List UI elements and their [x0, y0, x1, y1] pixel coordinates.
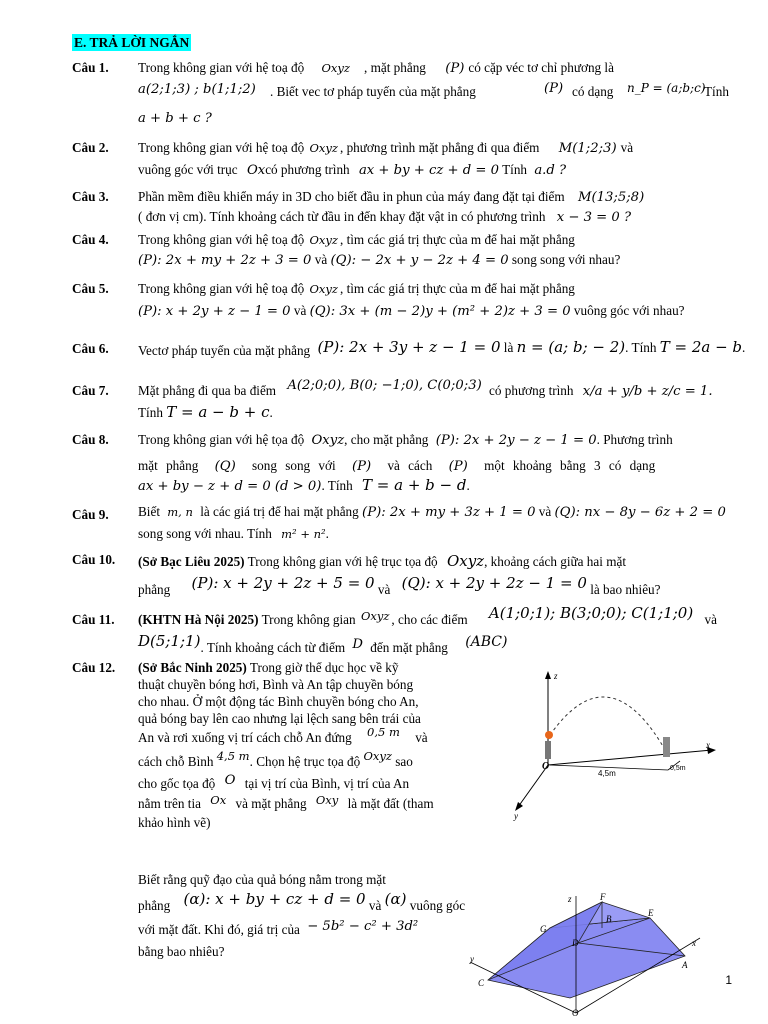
- page-number: 1: [725, 973, 732, 987]
- text: với mặt đất. Khi đó, giá trị của: [138, 922, 300, 937]
- math: (Q): x + 2y + 2z − 1 = 0: [401, 574, 587, 592]
- trajectory: [550, 697, 668, 755]
- text: phẳng: [138, 582, 171, 597]
- text: sao: [395, 754, 413, 769]
- text: Tính: [502, 162, 528, 177]
- person-binh: [545, 741, 551, 759]
- math: Oxy: [315, 793, 339, 807]
- text: Trong không gian với hệ tọa độ: [138, 432, 305, 447]
- person-an: [663, 737, 670, 757]
- origin-label: O: [542, 761, 550, 772]
- question-9: [72, 502, 732, 546]
- text: . Tính khoảng cách từ điểm: [200, 640, 346, 655]
- text: phẳng: [138, 898, 171, 913]
- point-label: G: [540, 924, 547, 934]
- question-1: [72, 60, 732, 130]
- text: vuông góc với trục: [138, 162, 238, 177]
- text: Tính: [704, 84, 729, 99]
- text: .: [269, 405, 273, 420]
- text: và: [377, 582, 391, 597]
- math: Oxyz: [321, 61, 350, 75]
- text: Phần mềm điều khiển máy in 3D cho biết đầu in phun của máy đang đặt tại điểm: [138, 189, 565, 204]
- text: . Biết vec tơ pháp tuyến của mặt phẳng: [270, 84, 476, 99]
- text: và: [538, 504, 552, 519]
- math: (P): 2x + 3y + z − 1 = 0: [317, 338, 501, 356]
- question-label: Câu 1.: [72, 60, 109, 75]
- text: song song với: [252, 458, 336, 473]
- math: M(13;5;8): [577, 190, 645, 205]
- math: (P): 2x + 2y − z − 1 = 0: [435, 433, 597, 448]
- point-label: F: [600, 892, 606, 902]
- question-5: [72, 281, 732, 327]
- text: và: [620, 140, 634, 155]
- math: Ox: [246, 163, 266, 178]
- z-label: z: [568, 894, 572, 904]
- math: n = (a; b; − 2): [516, 338, 626, 356]
- math: Oxyz: [309, 233, 338, 247]
- math: (α): x + by + cz + d = 0: [183, 890, 366, 908]
- text: . Tính: [625, 340, 657, 355]
- text: đến mặt phẳng: [370, 640, 448, 655]
- math: (P): x + 2y + 2z + 5 = 0: [191, 574, 375, 592]
- figure-frustum: [460, 888, 715, 1018]
- x-label: x: [706, 740, 710, 750]
- text: và cách: [387, 458, 433, 473]
- math: O: [224, 773, 236, 788]
- text: quả bóng bay lên cao nhưng lại lệch sang bên trái của: [138, 711, 421, 726]
- point-label: C: [478, 978, 485, 988]
- math: m, n: [167, 505, 193, 519]
- question-8: [72, 429, 732, 499]
- math: ax + by + cz + d = 0: [358, 163, 500, 178]
- question-11: [72, 602, 732, 660]
- text: . Chọn hệ trục tọa độ: [249, 754, 361, 769]
- question-label: Câu 12.: [72, 660, 116, 675]
- math: (Q): nx − 8y − 6z + 2 = 0: [554, 505, 726, 520]
- math: (P): [445, 61, 465, 76]
- text: là mặt đất (tham: [347, 796, 434, 811]
- text: Trong không gian với hệ toạ độ: [138, 281, 305, 296]
- math: A(2;0;0), B(0; −1;0), C(0;0;3): [287, 378, 482, 393]
- question-label: Câu 2.: [72, 140, 109, 155]
- text: là bao nhiêu?: [590, 582, 661, 597]
- text: là các giá trị để hai mặt phẳng: [200, 504, 359, 519]
- section-title: E. TRẢ LỜI NGẮN: [74, 35, 190, 50]
- math: m² + n²: [281, 527, 326, 541]
- question-10: [72, 548, 732, 600]
- text: có phương trình: [265, 162, 350, 177]
- text: và: [314, 252, 328, 267]
- z-arrow: [545, 671, 551, 679]
- math: T = a − b + c: [166, 403, 270, 421]
- math: T = 2a − b: [659, 338, 743, 356]
- math: ax + by − z + d = 0 (d > 0): [138, 479, 322, 494]
- distance-label: 4,5m: [598, 769, 616, 778]
- text: .: [466, 478, 470, 493]
- text: tại vị trí của Bình, vị trí của An: [244, 776, 410, 791]
- source-tag: (KHTN Hà Nội 2025): [138, 612, 259, 627]
- question-7: [72, 375, 732, 425]
- text: , cho mặt phẳng: [344, 432, 429, 447]
- text: , khoảng cách giữa hai mặt: [484, 554, 626, 569]
- text: An và rơi xuống vị trí cách chỗ An đứng: [138, 730, 352, 745]
- text: Tính: [138, 405, 163, 420]
- question-label: Câu 9.: [72, 507, 109, 522]
- text: và: [415, 730, 428, 745]
- text: .: [742, 340, 746, 355]
- x-label: x: [692, 938, 696, 948]
- math: a.d ?: [534, 163, 567, 178]
- text: khảo hình vẽ): [138, 815, 211, 830]
- math: (Q): 3x + (m − 2)y + (m² + 2)z + 3 = 0: [309, 304, 571, 319]
- math: Oxyz: [309, 282, 338, 296]
- q-line: [138, 60, 614, 76]
- question-2: [72, 140, 732, 182]
- text: song song với nhau?: [511, 252, 621, 267]
- text: nằm trên tia: [138, 796, 201, 811]
- text: , tìm các giá trị thực của m để hai mặt phẳng: [339, 232, 575, 247]
- text: . Tính: [321, 478, 353, 493]
- text: cho gốc tọa độ: [138, 776, 216, 791]
- math: M(1;2;3): [558, 141, 617, 156]
- question-label: Câu 5.: [72, 281, 109, 296]
- source-tag: (Sở Bạc Liêu 2025): [138, 554, 245, 569]
- text: có dạng: [572, 84, 614, 99]
- math: (Q): [214, 459, 236, 474]
- text: Trong không gian với hệ toạ độ: [138, 60, 305, 75]
- text: thuật chuyền bóng hơi, Bình và An tập chuyền bóng: [138, 677, 414, 692]
- text: Trong không gian: [261, 612, 356, 627]
- question-6: [72, 338, 746, 362]
- math: T = a + b − d: [362, 476, 467, 494]
- math: (P): 2x + my + 2z + 3 = 0: [138, 253, 312, 268]
- math: (P): x + 2y + z − 1 = 0: [138, 304, 291, 319]
- question-label: Câu 6.: [72, 341, 109, 356]
- math: Ox: [210, 793, 227, 807]
- text: , mặt phẳng: [363, 60, 426, 75]
- y-arrow: [515, 802, 523, 811]
- point-label: D: [572, 938, 579, 948]
- question-label: Câu 3.: [72, 189, 109, 204]
- text: và: [704, 612, 717, 627]
- text: mặt phẳng: [138, 458, 199, 473]
- point-label: A: [682, 960, 688, 970]
- z-label: z: [554, 671, 558, 681]
- text: Trong không gian với hệ toạ độ: [138, 232, 305, 247]
- math: a(2;1;3) ; b(1;1;2): [138, 82, 256, 97]
- math: x/a + y/b + z/c = 1.: [582, 384, 713, 399]
- math: Oxyz: [311, 433, 345, 448]
- math: (P): [448, 459, 468, 474]
- math: Oxyz: [360, 609, 390, 623]
- text: vuông góc: [409, 898, 466, 913]
- text: , tìm các giá trị thực của m để hai mặt phẳng: [339, 281, 575, 296]
- math: (ABC): [465, 634, 508, 650]
- point-label: E: [648, 908, 654, 918]
- question-label: Câu 7.: [72, 383, 109, 398]
- math: (Q): − 2x + y − 2z + 4 = 0: [330, 253, 509, 268]
- math: a + b + c ?: [138, 111, 212, 126]
- text: là: [503, 340, 514, 355]
- math: n_P = (a;b;c): [627, 81, 706, 95]
- text: vuông góc với nhau?: [573, 303, 685, 318]
- math: A(1;0;1); B(3;0;0); C(1;1;0): [488, 604, 694, 622]
- x-axis: [548, 750, 712, 765]
- origin-label: O: [572, 1008, 579, 1018]
- math: 0,5 m: [367, 725, 400, 739]
- text: Biết: [138, 504, 160, 519]
- text: , cho các điểm: [391, 612, 468, 627]
- text: Mặt phẳng đi qua ba điểm: [138, 383, 277, 398]
- text: song song với nhau. Tính: [138, 526, 272, 541]
- text: bằng bao nhiêu?: [138, 944, 225, 959]
- math: 4,5 m: [216, 749, 250, 763]
- text: Trong không gian với hệ trục tọa độ: [247, 554, 438, 569]
- text: .: [325, 526, 329, 541]
- math: x − 3 = 0 ?: [556, 210, 632, 225]
- text: ( đơn vị cm). Tính khoảng cách từ đầu in đến khay đặt vật in có phương trình: [138, 209, 546, 224]
- math: D(5;1;1): [138, 632, 201, 650]
- math: Oxyz: [309, 141, 338, 155]
- text: Trong giờ thể dục học về kỹ: [249, 660, 399, 675]
- text: cho nhau. Ở một động tác Bình chuyền bóng cho An,: [138, 694, 419, 709]
- text: và: [368, 898, 382, 913]
- math: (P): [544, 81, 564, 96]
- q-line: [138, 110, 212, 126]
- math: (P): 2x + my + 3z + 1 = 0: [362, 505, 536, 520]
- offset-label: 0,5m: [670, 765, 686, 772]
- text: cách chỗ Bình: [138, 754, 214, 769]
- text: Biết rằng quỹ đạo của quả bóng nằm trong mặt: [138, 872, 386, 887]
- text: và: [293, 303, 307, 318]
- question-label: Câu 4.: [72, 232, 109, 247]
- y-label: y: [470, 954, 474, 964]
- question-label: Câu 10.: [72, 552, 116, 567]
- source-tag: (Sở Bắc Ninh 2025): [138, 660, 247, 675]
- math: Oxyz: [446, 552, 485, 570]
- question-label: Câu 11.: [72, 612, 115, 627]
- text: Vectơ pháp tuyến của mặt phẳng: [138, 343, 311, 358]
- text: một khoảng bằng 3 có dạng: [484, 458, 656, 473]
- math: − 5b² − c² + 3d²: [307, 919, 419, 934]
- question-4: [72, 232, 732, 276]
- ball: [545, 731, 553, 739]
- math: D: [352, 637, 363, 652]
- y-label: y: [514, 811, 518, 821]
- point-label: B: [606, 914, 612, 924]
- text: , phương trình mặt phẳng đi qua điểm: [339, 140, 540, 155]
- text: Trong không gian với hệ toạ độ: [138, 140, 305, 155]
- question-3: [72, 189, 732, 231]
- text: . Phương trình: [596, 432, 673, 447]
- math: (α): [384, 890, 407, 908]
- math: (P): [351, 459, 372, 474]
- figure-ball-trajectory: [500, 665, 735, 825]
- question-label: Câu 8.: [72, 432, 109, 447]
- math: Oxyz: [363, 749, 392, 763]
- text: có phương trình: [489, 383, 574, 398]
- text: có cặp véc tơ chỉ phương là: [468, 60, 614, 75]
- text: và mặt phẳng: [235, 796, 307, 811]
